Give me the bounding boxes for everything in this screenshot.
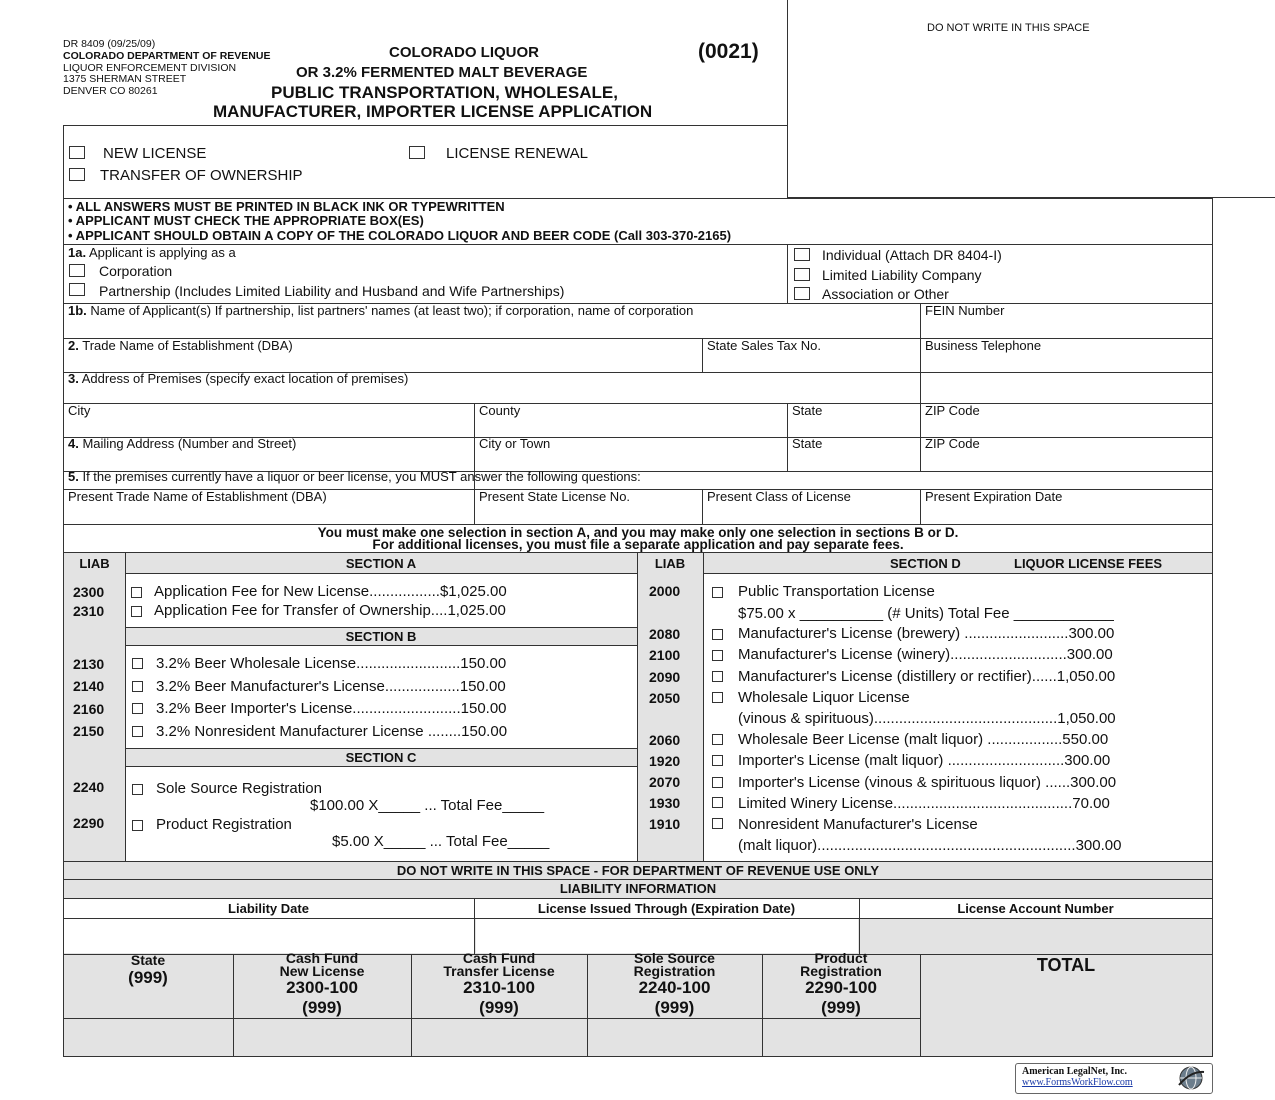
issued-through-cell: [476, 919, 858, 953]
new-license-checkbox[interactable]: [69, 146, 85, 159]
fee-label: Product Registration: [156, 816, 292, 833]
liab-code: 2240: [73, 779, 105, 795]
transfer-fee-checkbox[interactable]: [131, 606, 142, 617]
fee-label: Limited Winery License...........................................70.00: [738, 795, 1110, 812]
liab-code: 2310: [73, 603, 105, 619]
fee-label: 3.2% Beer Manufacturer's License..................150.00: [156, 678, 506, 695]
present-expiration-field[interactable]: Present Expiration Date: [925, 489, 1063, 504]
fund-product-registration: Product Registration 2290-100 (999): [800, 950, 882, 1017]
liability-date-cell: [64, 919, 474, 953]
division-name: LIQUOR ENFORCEMENT DIVISION: [63, 62, 237, 74]
liab-code: 2000: [649, 583, 681, 599]
importer-vinous-checkbox[interactable]: [712, 777, 723, 788]
premises-zip-field[interactable]: ZIP Code: [925, 403, 980, 418]
llc-checkbox[interactable]: [794, 268, 810, 281]
fee-label: 3.2% Beer Wholesale License.........................150.00: [156, 655, 507, 672]
premises-address-field[interactable]: 3. Address of Premises (specify exact location of premises): [68, 371, 409, 386]
title-line-3: PUBLIC TRANSPORTATION, WHOLESALE,: [271, 83, 618, 102]
limited-winery-checkbox[interactable]: [712, 797, 723, 808]
transfer-ownership-checkbox[interactable]: [69, 168, 85, 181]
partnership-label: Partnership (Includes Limited Liability and Husband and Wife Partnerships): [99, 283, 565, 299]
total-label: TOTAL: [1036, 955, 1096, 975]
public-transportation-units-field[interactable]: $75.00 x __________ (# Units) Total Fee ____________: [738, 605, 1114, 622]
manufacturer-distillery-checkbox[interactable]: [712, 671, 723, 682]
liab-code: 2070: [649, 774, 681, 790]
association-checkbox[interactable]: [794, 287, 810, 300]
llc-label: Limited Liability Company: [822, 267, 982, 283]
present-trade-name-field[interactable]: Present Trade Name of Establishment (DBA): [68, 489, 327, 504]
fee-label: Manufacturer's License (winery)............................300.00: [738, 646, 1113, 663]
wholesale-beer-checkbox[interactable]: [712, 734, 723, 745]
premises-county-field[interactable]: County: [479, 403, 521, 418]
footer-company: American LegalNet, Inc.: [1022, 1066, 1127, 1077]
liab-code: 2150: [73, 723, 105, 739]
license-renewal-label: LICENSE RENEWAL: [446, 145, 588, 162]
public-transportation-checkbox[interactable]: [712, 587, 723, 598]
fee-label: 3.2% Nonresident Manufacturer License ........150.00: [156, 723, 508, 740]
issued-through-header: License Issued Through (Expiration Date): [537, 901, 796, 916]
division-street: 1375 SHERMAN STREET: [63, 73, 187, 85]
corporation-label: Corporation: [99, 263, 173, 279]
new-license-fee-checkbox[interactable]: [131, 587, 142, 598]
mailing-city-field[interactable]: City or Town: [479, 436, 551, 451]
product-registration-checkbox[interactable]: [132, 820, 143, 831]
business-telephone-field[interactable]: Business Telephone: [925, 338, 1042, 353]
liab-code: 2050: [649, 690, 681, 706]
form-number: DR 8409 (09/25/09): [63, 38, 156, 50]
nonresident-beer-checkbox[interactable]: [132, 726, 143, 737]
fee-label: 3.2% Beer Importer's License..........................150.00: [156, 700, 507, 717]
new-license-label: NEW LICENSE: [103, 145, 207, 162]
sole-source-total-fee[interactable]: $100.00 X_____ ... Total Fee_____: [310, 797, 545, 814]
selection-note-1: You must make one selection in section A, and you may make only one selection in sections B or D.: [317, 525, 959, 540]
section-b-title: SECTION B: [345, 629, 417, 644]
individual-label: Individual (Attach DR 8404-I): [822, 247, 1002, 263]
form-code: (0021): [698, 40, 759, 63]
title-line-1: COLORADO LIQUOR: [389, 44, 539, 61]
present-license-no-field[interactable]: Present State License No.: [479, 489, 631, 504]
applicant-name-field[interactable]: 1b. Name of Applicant(s) If partnership, list partners' names (at least two); if corporation, name of corporation: [68, 303, 694, 318]
premises-city-field[interactable]: City: [68, 403, 91, 418]
liab-code: 2090: [649, 669, 681, 685]
title-line-2: OR 3.2% FERMENTED MALT BEVERAGE: [296, 64, 588, 81]
section-d-title: SECTION D: [890, 556, 961, 571]
fees-title: LIQUOR LICENSE FEES: [1014, 556, 1163, 571]
liability-date-header: Liability Date: [228, 901, 309, 916]
trade-name-field[interactable]: 2. Trade Name of Establishment (DBA): [68, 338, 293, 353]
manufacturer-brewery-checkbox[interactable]: [712, 629, 723, 640]
fee-label: Nonresident Manufacturer's License: [738, 816, 978, 833]
liab-header-right: LIAB: [654, 556, 686, 571]
fee-label: Sole Source Registration: [156, 780, 322, 797]
q1a-label: 1a. Applicant is applying as a: [68, 245, 236, 260]
beer-importer-checkbox[interactable]: [132, 703, 143, 714]
footer-url[interactable]: www.FormsWorkFlow.com: [1022, 1077, 1133, 1088]
fee-label: Application Fee for New License.................$1,025.00: [154, 583, 507, 600]
title-line-4: MANUFACTURER, IMPORTER LICENSE APPLICATION: [213, 102, 653, 121]
fund-new-license: Cash Fund New License 2300-100 (999): [279, 950, 365, 1017]
fee-label: Public Transportation License: [738, 583, 935, 600]
liab-code: 2060: [649, 732, 681, 748]
beer-manufacturer-checkbox[interactable]: [132, 681, 143, 692]
globe-logo-icon: [1176, 1065, 1206, 1091]
fee-label-continued: (vinous & spirituous)............................................1,050.00: [738, 710, 1116, 727]
importer-malt-checkbox[interactable]: [712, 755, 723, 766]
individual-checkbox[interactable]: [794, 248, 810, 261]
liab-code: 2100: [649, 647, 681, 663]
fee-label: Wholesale Beer License (malt liquor) ..................550.00: [738, 731, 1109, 748]
wholesale-liquor-checkbox[interactable]: [712, 692, 723, 703]
fee-label: Manufacturer's License (brewery) .........................300.00: [738, 625, 1115, 642]
instruction-2: • APPLICANT MUST CHECK THE APPROPRIATE BOX(ES): [68, 213, 424, 228]
liab-code: 2130: [73, 656, 105, 672]
liab-header-left: LIAB: [79, 556, 110, 571]
section-a-title: SECTION A: [345, 556, 417, 571]
license-renewal-checkbox[interactable]: [409, 146, 425, 159]
liab-code: 2080: [649, 626, 681, 642]
fee-label-continued: (malt liquor)..............................................................300.00: [738, 837, 1122, 854]
fee-label: Importer's License (malt liquor) ............................300.00: [738, 752, 1111, 769]
fee-label: Wholesale Liquor License: [738, 689, 910, 706]
department-name: COLORADO DEPARTMENT OF REVENUE: [63, 50, 271, 62]
q5-label: 5. If the premises currently have a liquor or beer license, you MUST answer the following questions:: [68, 469, 641, 484]
present-class-field[interactable]: Present Class of License: [707, 489, 851, 504]
fund-state: State (999): [128, 952, 168, 987]
liab-code: 2160: [73, 701, 105, 717]
association-label: Association or Other: [822, 286, 949, 302]
mailing-address-field[interactable]: 4. Mailing Address (Number and Street): [68, 436, 297, 451]
corporation-checkbox[interactable]: [69, 264, 85, 277]
account-number-header: License Account Number: [957, 901, 1114, 916]
manufacturer-winery-checkbox[interactable]: [712, 650, 723, 661]
selection-note-2: For additional licenses, you must file a separate application and pay separate fees.: [372, 537, 904, 552]
liab-code: 2300: [73, 584, 105, 600]
partnership-checkbox[interactable]: [69, 283, 85, 296]
liab-code: 1920: [649, 753, 681, 769]
fee-label: Application Fee for Transfer of Ownership....1,025.00: [154, 602, 506, 619]
liability-information-title: LIABILITY INFORMATION: [559, 881, 717, 896]
fein-field[interactable]: FEIN Number: [925, 303, 1005, 318]
mailing-zip-field[interactable]: ZIP Code: [925, 436, 980, 451]
sales-tax-field[interactable]: State Sales Tax No.: [707, 338, 821, 353]
product-registration-total-fee[interactable]: $5.00 X_____ ... Total Fee_____: [332, 833, 550, 850]
sole-source-checkbox[interactable]: [132, 784, 143, 795]
fee-label: Importer's License (vinous & spirituous liquor) ......300.00: [738, 774, 1117, 791]
liab-code: 1910: [649, 816, 681, 832]
mailing-state-field[interactable]: State: [792, 436, 823, 451]
fund-sole-source: Sole Source Registration 2240-100 (999): [633, 950, 716, 1017]
instruction-1: • ALL ANSWERS MUST BE PRINTED IN BLACK INK OR TYPEWRITTEN: [68, 199, 505, 214]
liab-code: 1930: [649, 795, 681, 811]
transfer-ownership-label: TRANSFER OF OWNERSHIP: [100, 167, 303, 184]
division-city: DENVER CO 80261: [63, 85, 158, 97]
fee-label: Manufacturer's License (distillery or rectifier)......1,050.00: [738, 668, 1116, 685]
instruction-3: • APPLICANT SHOULD OBTAIN A COPY OF THE COLORADO LIQUOR AND BEER CODE (Call 303-370-2165): [68, 228, 732, 243]
liab-code: 2290: [73, 815, 105, 831]
do-not-write-header: DO NOT WRITE IN THIS SPACE: [927, 22, 1090, 34]
premises-state-field[interactable]: State: [792, 403, 823, 418]
liab-code: 2140: [73, 678, 105, 694]
beer-wholesale-checkbox[interactable]: [132, 658, 143, 669]
fund-transfer-license: Cash Fund Transfer License 2310-100 (999): [443, 950, 555, 1017]
office-use-banner: DO NOT WRITE IN THIS SPACE - FOR DEPARTMENT OF REVENUE USE ONLY: [396, 863, 880, 878]
section-c-title: SECTION C: [345, 750, 417, 765]
nonresident-manufacturer-checkbox[interactable]: [712, 818, 723, 829]
